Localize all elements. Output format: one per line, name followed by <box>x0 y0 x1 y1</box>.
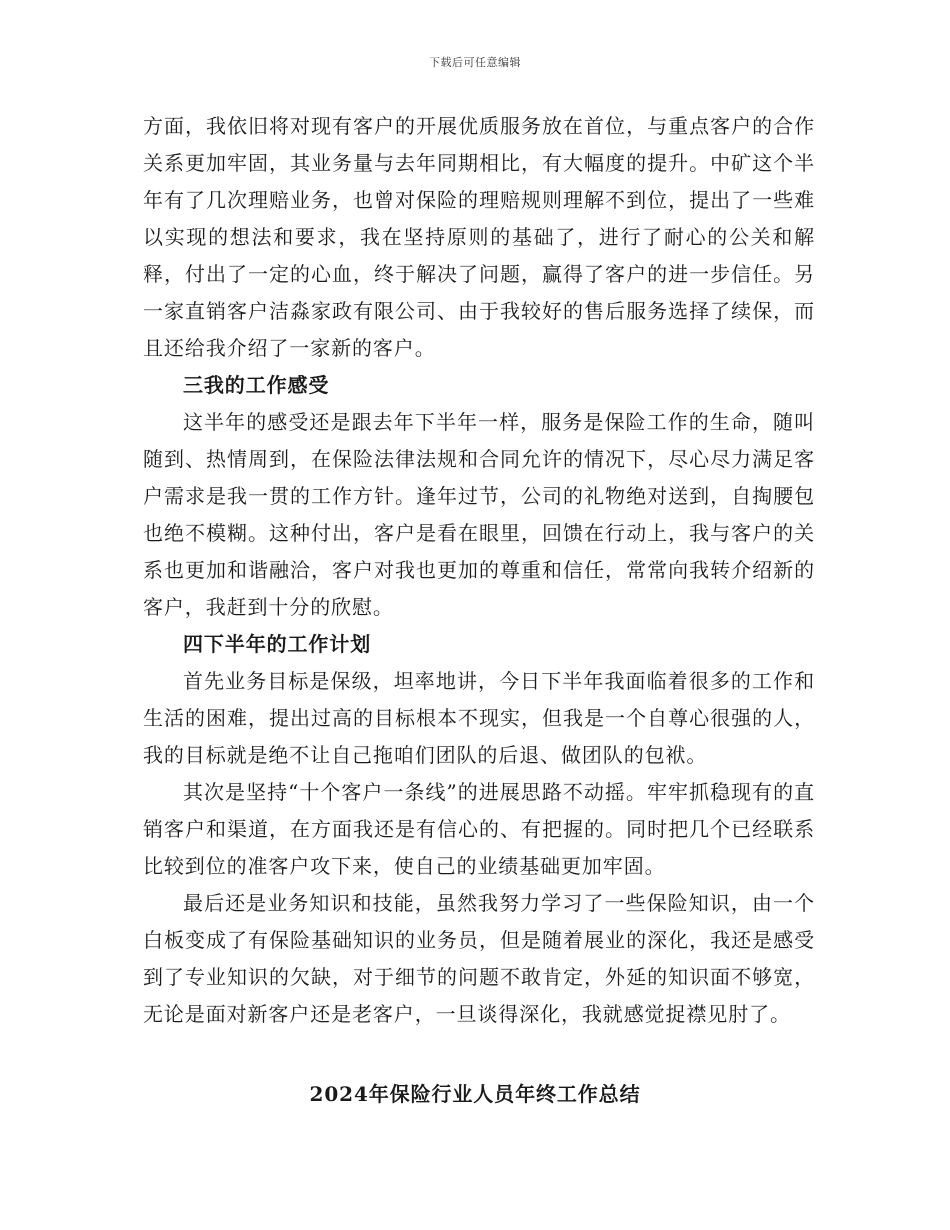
paragraph-continued: 方面，我依旧将对现有客户的开展优质服务放在首位，与重点客户的合作关系更加牢固，其业务量与去年同期相比，有大幅度的提升。中矿这个半年有了几次理赔业务，也曾对保险的理赔规则理解不到位，提出了一些难以实现的想法和要求，我在坚持原则的基础了，进行了耐心的公关和解释，付出了一定的心血，终于解决了问题，赢得了客户的进一步信任。另一家直销客户洁淼家政有限公司、由于我较好的售后服务选择了续保，而且还给我介绍了一家新的客户。 <box>143 114 815 360</box>
document-title: 2024年保险行业人员年终工作总结 <box>309 1082 641 1106</box>
paragraph-plan-clients: 其次是坚持“十个客户一条线”的进展思路不动摇。牢牢抓稳现有的直销客户和渠道，在方面我还是有信心的、有把握的。同时把几个已经联系比较到位的准客户攻下来，使自己的业绩基础更加牢固。 <box>143 780 815 878</box>
paragraph-plan-knowledge: 最后还是业务知识和技能，虽然我努力学习了一些保险知识，由一个白板变成了有保险基础知识的业务员，但是随着展业的深化，我还是感受到了专业知识的欠缺，对于细节的问题不敢肯定，外延的知识面不够宽，无论是面对新客户还是老客户，一旦谈得深化，我就感觉捉襟见肘了。 <box>143 891 815 1026</box>
section-heading-work-feelings: 三我的工作感受 <box>183 373 330 397</box>
paragraph-work-feelings: 这半年的感受还是跟去年下半年一样，服务是保险工作的生命，随叫随到、热情周到，在保险法律法规和合同允许的情况下，尽心尽力满足客户需求是我一贯的工作方针。逢年过节，公司的礼物绝对送到，自掏腰包也绝不模糊。这种付出，客户是看在眼里，回馈在行动上，我与客户的关系也更加和谐融洽，客户对我也更加的尊重和信任，常常向我转介绍新的客户，我赶到十分的欣慰。 <box>143 410 815 619</box>
page-header: 下载后可任意编辑 <box>429 56 521 69</box>
section-heading-work-plan: 四下半年的工作计划 <box>183 632 372 656</box>
paragraph-plan-target: 首先业务目标是保级，坦率地讲，今日下半年我面临着很多的工作和生活的困难，提出过高的目标根本不现实，但我是一个自尊心很强的人，我的目标就是绝不让自己拖咱们团队的后退、做团队的包袱。 <box>143 669 815 767</box>
document-body <box>143 108 815 1033</box>
